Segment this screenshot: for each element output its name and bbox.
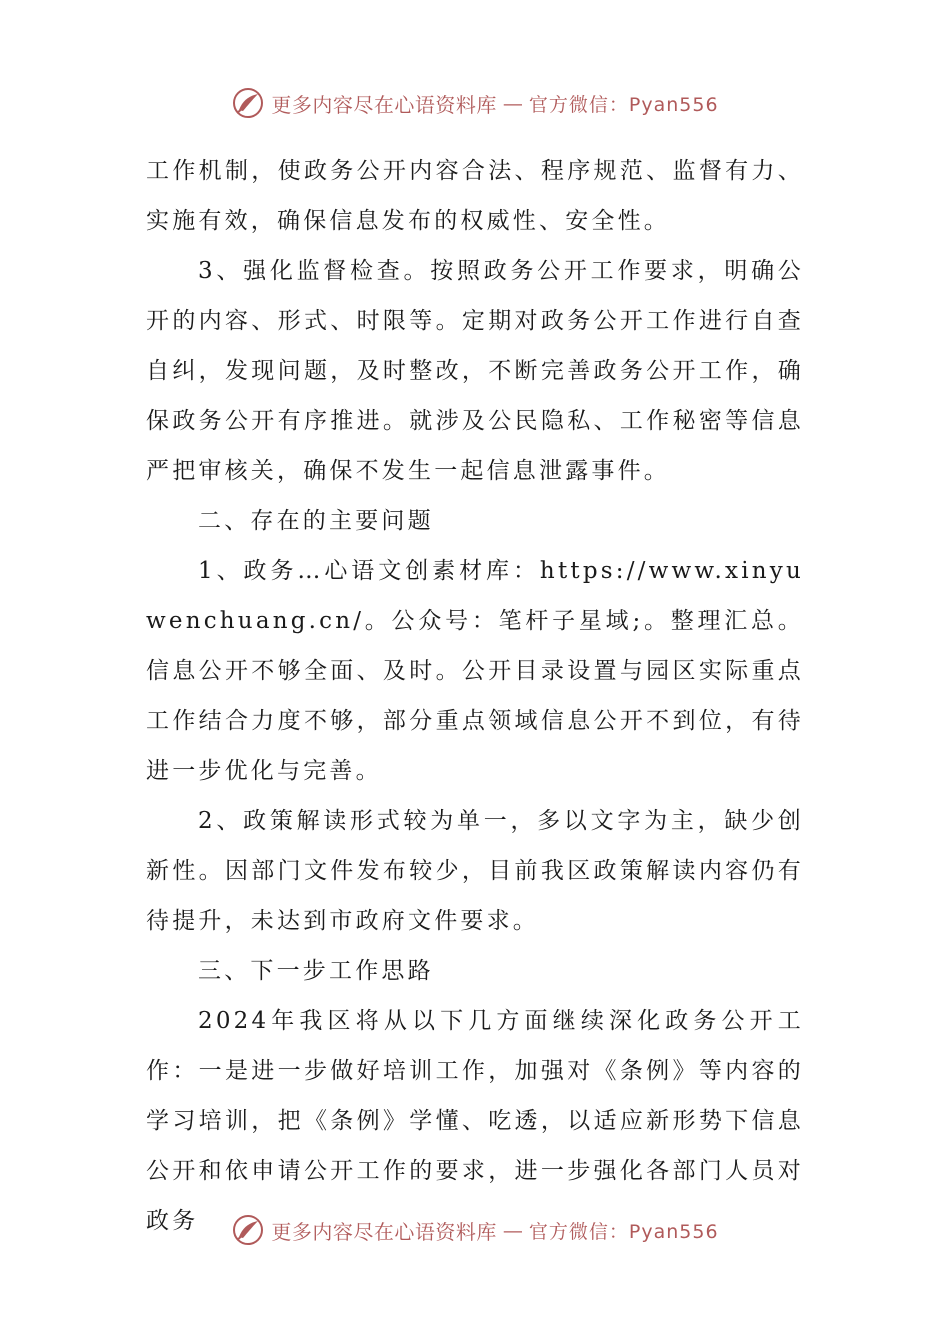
paragraph: 工作机制，使政务公开内容合法、程序规范、监督有力、实施有效，确保信息发布的权威性、安全性。 (146, 158, 804, 234)
footer-brand-text: 更多内容尽在心语资料库 (271, 1219, 497, 1244)
paragraph: 3、强化监督检查。按照政务公开工作要求，明确公开的内容、形式、时限等。定期对政务公开工作进行自查自纠，发现问题，及时整改，不断完善政务公开工作，确保政务公开有序推进。就涉及公民隐私、工作秘密等信息严把审核关，确保不发生一起信息泄露事件。 (146, 258, 804, 484)
footer-contact-text: 官方微信：Pyan556 (528, 1220, 719, 1243)
section-heading: 三、下一步工作思路 (198, 958, 434, 984)
document-body (146, 146, 804, 1246)
footer-watermark (0, 1210, 950, 1250)
footer-separator: — (502, 1218, 523, 1242)
section-heading: 二、存在的主要问题 (198, 508, 434, 534)
pen-logo-icon (231, 86, 265, 120)
paragraph: 2024年我区将从以下几方面继续深化政务公开工作：一是进一步做好培训工作，加强对《条例》等内容的学习培训，把《条例》学懂、吃透，以适应新形势下信息公开和依申请公开工作的要求，进一步强化各部门人员对政务 (146, 1008, 804, 1234)
paragraph: 2、政策解读形式较为单一，多以文字为主，缺少创新性。因部门文件发布较少，目前我区政策解读内容仍有待提升，未达到市政府文件要求。 (146, 808, 804, 934)
pen-logo-icon (231, 1213, 265, 1247)
header-brand-text: 更多内容尽在心语资料库 (271, 92, 497, 117)
paragraph: 1、政务…心语文创素材库：https://www.xinyuwenchuang.cn/。公众号：笔杆子星域;。整理汇总。信息公开不够全面、及时。公开目录设置与园区实际重点工作结合力度不够，部分重点领域信息公开不到位，有待进一步优化与完善。 (146, 558, 804, 784)
header-contact-text: 官方微信：Pyan556 (528, 93, 719, 116)
header-separator: — (502, 91, 523, 115)
header-watermark (0, 83, 950, 123)
